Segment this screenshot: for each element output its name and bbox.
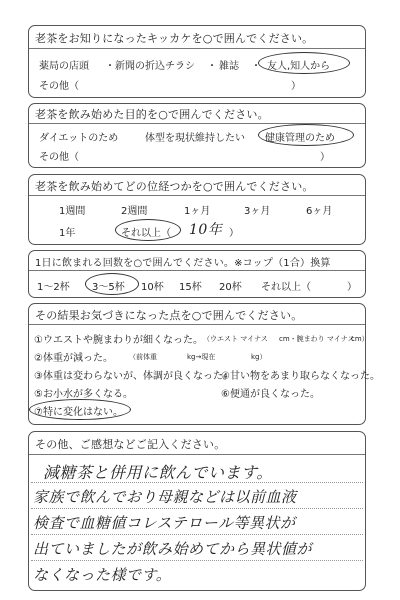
effect-weight-detail-b: kg→現在 bbox=[187, 353, 216, 361]
separator: ・ bbox=[105, 61, 115, 72]
comment-line: 家族で飲んでおり母親などは以前血液 bbox=[33, 488, 297, 506]
separator: ・ bbox=[251, 61, 261, 72]
effect-waist-detail-a: （ウエスト マイナス bbox=[203, 335, 268, 343]
divider bbox=[29, 454, 365, 455]
option-magazine[interactable]: 雑誌 bbox=[219, 61, 239, 72]
option-20-cups[interactable]: 20杯 bbox=[219, 282, 242, 293]
answer-circle bbox=[85, 273, 139, 295]
option-15-cups[interactable]: 15杯 bbox=[179, 282, 202, 293]
effect-weight-loss[interactable]: ②体重が減った。 bbox=[34, 353, 113, 364]
question-comments: その他、ご感想などご記入ください。 bbox=[35, 438, 226, 451]
section-effects bbox=[28, 303, 380, 425]
answer-circle bbox=[258, 52, 350, 74]
comment-line: 出ていましたが飲み始めてから異状値が bbox=[33, 540, 313, 558]
section-duration bbox=[28, 174, 366, 245]
effect-no-change[interactable]: ⑦特に変化はない。 bbox=[34, 407, 123, 418]
option-6-months[interactable]: 6ヶ月 bbox=[306, 206, 333, 217]
section-purpose bbox=[28, 103, 366, 168]
ruled-line bbox=[31, 534, 363, 535]
divider bbox=[29, 270, 365, 271]
effect-bowel[interactable]: ⑥便通が良くなった。 bbox=[221, 389, 320, 400]
question-effects: その結果お気づきになった点を○で囲んでください。 bbox=[35, 309, 303, 322]
option-health[interactable]: 健康管理のため bbox=[265, 133, 335, 144]
effect-waist-detail-c: cm） bbox=[351, 335, 369, 343]
option-3-5-cups[interactable]: 3〜5杯 bbox=[92, 282, 125, 293]
divider bbox=[29, 48, 365, 49]
option-more-close: ） bbox=[229, 228, 239, 239]
option-10-cups[interactable]: 10杯 bbox=[141, 282, 164, 293]
ruled-line bbox=[31, 508, 363, 509]
option-maintain-figure[interactable]: 体型を現状維持したい bbox=[145, 133, 245, 144]
section-frequency bbox=[28, 250, 366, 298]
option-pharmacy[interactable]: 薬局の店頭 bbox=[39, 61, 89, 72]
effect-waist-detail-b: cm・腕まわり マイナス bbox=[279, 335, 355, 343]
option-1-month[interactable]: 1ヶ月 bbox=[184, 206, 211, 217]
comment-line: 減糖茶と併用に飲んでいます。 bbox=[43, 463, 273, 482]
divider bbox=[29, 195, 365, 196]
option-more-close: ） bbox=[347, 282, 357, 293]
other-close: ） bbox=[291, 81, 301, 92]
other-label: その他（ bbox=[39, 81, 79, 92]
effect-weight-detail-c: kg） bbox=[251, 353, 267, 361]
other-close: ） bbox=[320, 152, 330, 163]
handwritten-duration: 10年 bbox=[189, 222, 223, 238]
answer-circle bbox=[258, 124, 354, 146]
comment-line: 検査で血糖値コレステロール等異状が bbox=[33, 514, 296, 532]
effect-waist[interactable]: ①ウエストや腕まわりが細くなった。 bbox=[34, 335, 203, 346]
option-1-year[interactable]: 1年 bbox=[59, 228, 76, 239]
option-friend[interactable]: 友人,知人から bbox=[267, 61, 331, 72]
effect-condition[interactable]: ③体重は変わらないが、体調が良くなった。 bbox=[34, 371, 233, 382]
question-purpose: 老茶を飲み始めた目的を○で囲んでください。 bbox=[35, 108, 269, 121]
answer-circle bbox=[115, 219, 181, 241]
option-newspaper-flyer[interactable]: 新聞の折込チラシ bbox=[115, 61, 195, 72]
ruled-line bbox=[31, 560, 363, 561]
option-3-months[interactable]: 3ヶ月 bbox=[244, 206, 271, 217]
question-frequency: 1日に飲まれる回数を○で囲んでください。※コップ（1合）換算 bbox=[35, 258, 331, 269]
effect-urination[interactable]: ⑤お小水が多くなる。 bbox=[34, 389, 133, 400]
option-1-week[interactable]: 1週間 bbox=[59, 206, 86, 217]
question-duration: 老茶を飲み始めてどの位経つかを○で囲んでください。 bbox=[35, 180, 314, 193]
other-label: その他（ bbox=[39, 152, 79, 163]
separator: ・ bbox=[207, 61, 217, 72]
option-1-2-cups[interactable]: 1〜2杯 bbox=[37, 282, 70, 293]
divider bbox=[29, 324, 365, 325]
comment-line: なくなった様です。 bbox=[33, 566, 172, 584]
option-2-weeks[interactable]: 2週間 bbox=[121, 206, 148, 217]
section-comments bbox=[28, 431, 366, 591]
answer-circle bbox=[29, 399, 131, 420]
option-diet[interactable]: ダイエットのため bbox=[39, 133, 119, 144]
question-how-learned: 老茶をお知りになったキッカケを○で囲んでください。 bbox=[35, 32, 314, 45]
section-how-learned bbox=[28, 25, 366, 98]
effect-less-sweets[interactable]: ④甘い物をあまり取らなくなった。 bbox=[221, 371, 380, 382]
option-more[interactable]: それ以上（ bbox=[121, 228, 171, 239]
effect-weight-detail-a: （前体重 bbox=[129, 353, 157, 361]
option-more-cups[interactable]: それ以上（ bbox=[261, 282, 311, 293]
